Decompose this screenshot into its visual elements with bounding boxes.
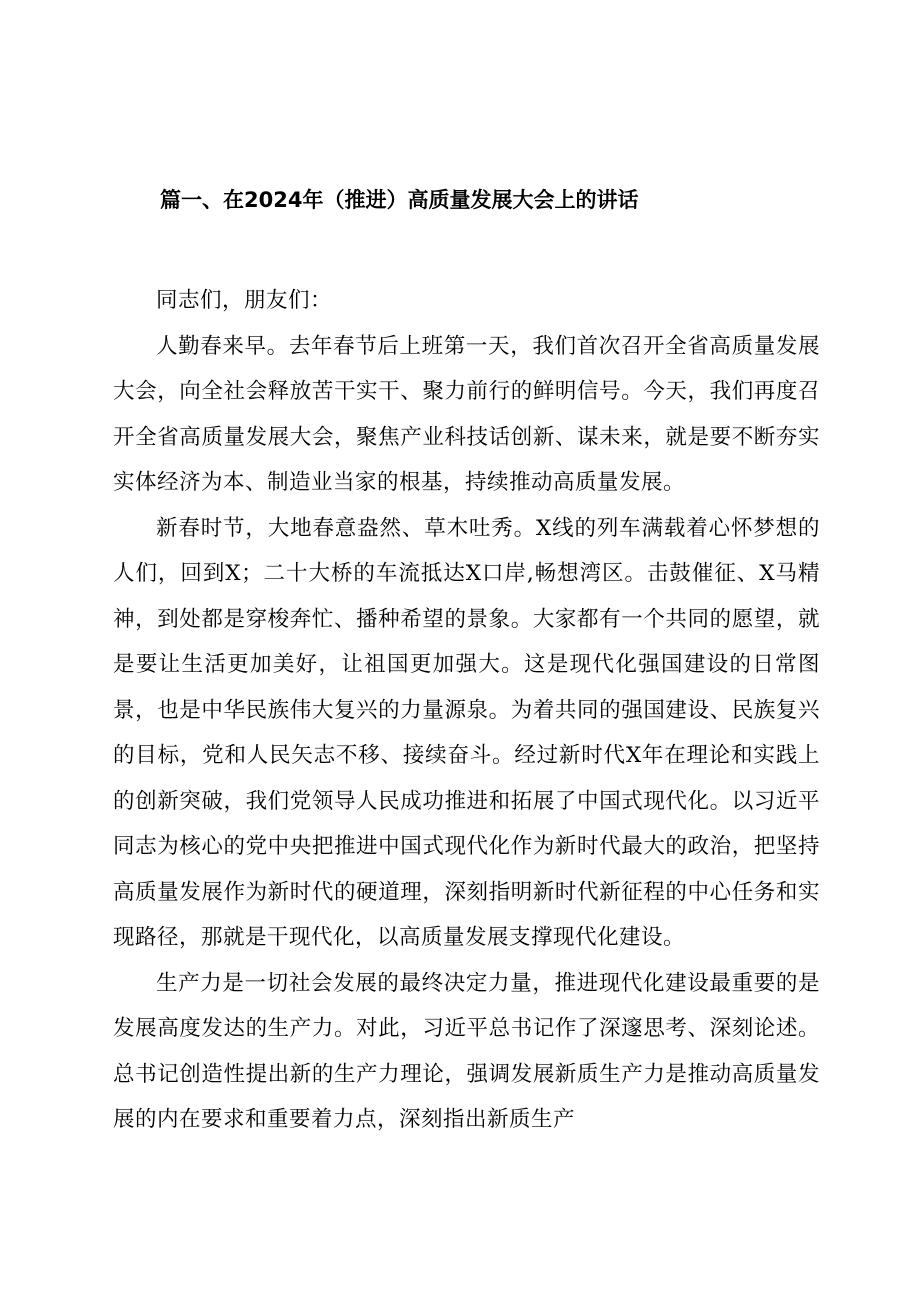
document-body xyxy=(113,278,820,1143)
paragraph-1: 人勤春来早。去年春节后上班第一天，我们首次召开全省高质量发展大会，向全社会释放苦干实干、聚力前行的鲜明信号。今天，我们再度召开全省高质量发展大会，聚焦产业科技话创新、谋未来，就是要不断夯实实体经济为本、制造业当家的根基，持续推动高质量发展。 xyxy=(113,333,820,495)
paragraph-greeting: 同志们，朋友们： xyxy=(156,288,333,313)
paragraph-3: 生产力是一切社会发展的最终决定力量，推进现代化建设最重要的是发展高度发达的生产力。对此，习近平总书记作了深邃思考、深刻论述。总书记创造性提出新的生产力理论，强调发展新质生产力是推动高质量发展的内在要求和重要着力点，深刻指出新质生产 xyxy=(113,970,820,1132)
document-title: 篇一、在2024年（推进）高质量发展大会上的讲话 xyxy=(160,188,639,212)
paragraph-2: 新春时节，大地春意盎然、草木吐秀。X线的列车满载着心怀梦想的人们，回到X；二十大桥的车流抵达X口岸,畅想湾区。击鼓催征、X马精神，到处都是穿梭奔忙、播种希望的景象。大家都有一个共同的愿望，就是要让生活更加美好，让祖国更加强大。这是现代化强国建设的日常图景，也是中华民族伟大复兴的力量源泉。为着共同的强国建设、民族复兴的目标，党和人民矢志不移、接续奋斗。经过新时代X年在理论和实践上的创新突破，我们党领导人民成功推进和拓展了中国式现代化。以习近平同志为核心的党中央把推进中国式现代化作为新时代最大的政治，把坚持高质量发展作为新时代的硬道理，深刻指明新时代新征程的中心任务和实现路径，那就是干现代化，以高质量发展支撑现代化建设。 xyxy=(113,515,820,950)
